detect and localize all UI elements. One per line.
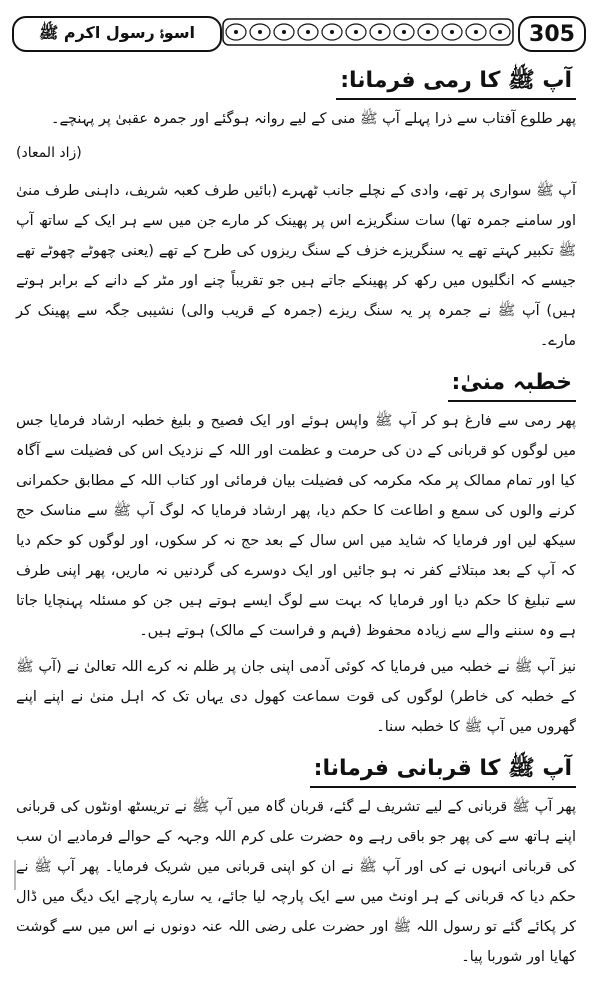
page-header — [10, 10, 588, 54]
section-heading: خطبہ منیٰ: — [448, 368, 576, 402]
page-content — [16, 60, 576, 978]
paragraph: آپ ﷺ سواری پر تھے، وادی کے نچلے جانب ٹھہرے (بائیں طرف کعبہ شریف، داہنی طرف منیٰ اور سامنے جمرہ تھا) سات سنگریزے اس پر پھینک کر مارے جن میں سے ہر ایک کے ساتھ آپ ﷺ تکبیر کہتے تھے یہ سنگریزے خزف کے سنگ ریزوں کی طرح کے تھے (یعنی چھوٹے چھوٹے تھے جیسے کہ انگلیوں میں رکھ کر پھینکے جاتے ہیں جو تقریباً چنے اور مٹر کے دانے کے برابر ہوتے ہیں) آپ ﷺ نے جمرہ پر یہ سنگ ریزے (جمرہ کے قریب والی) نشیبی جگہ سے پھینک کر مارے۔ — [16, 183, 576, 349]
page-number-box — [518, 16, 586, 52]
page-number: 305 — [529, 21, 575, 47]
paragraph: پھر رمی سے فارغ ہو کر آپ ﷺ واپس ہوئے اور ایک فصیح و بلیغ خطبہ ارشاد فرمایا جس میں لوگوں کو قربانی کے دن کی حرمت و عظمت اور اللہ کے نزدیک اس کی فضیلت سے آگاہ کیا اور تمام ممالک پر مکہ مکرمہ کی فضیلت بیان فرمائی اور کتاب اللہ کے مطابق حکمرانی کرنے والوں کی سمع و اطاعت کا حکم دیا، پھر ارشاد فرمایا کہ لوگ آپ ﷺ سے مناسک حج سیکھ لیں اور فرمایا کہ شاید میں اس سال کے بعد حج نہ کر سکوں، اور لوگوں کو حکم دیا کہ آپ کے بعد مبتلائے کفر نہ ہو جائیں اور ایک دوسرے کی گردنیں نہ ماریں، پھر اپنی طرف سے تبلیغ کا حکم دیا اور فرمایا کہ بہت سے لوگ ایسے ہوتے ہیں جن کو مسئلہ پہنچایا جاتا ہے وہ سننے والے سے زیادہ محفوظ (فہم و فراست کے مالک) ہوتے ہیں۔ — [16, 413, 576, 639]
margin-mark — [14, 860, 16, 890]
section-rami — [16, 60, 576, 104]
book-title-box — [12, 16, 222, 52]
book-title: اسوۂ رسول اکرم ﷺ — [38, 22, 196, 42]
paragraph: پھر آپ ﷺ قربانی کے لیے تشریف لے گئے، قربان گاہ میں آپ ﷺ نے تریسٹھ اونٹوں کی قربانی اپنے ہاتھ سے کی پھر جو باقی رہے وہ حضرت علی کرم اللہ وجہہ کے حوالے فرمادیے ان سب کی قربانی انہوں نے کی اور آپ ﷺ نے ان کو اپنی قربانی میں شریک فرمایا۔ پھر آپ ﷺ نے حکم دیا کہ قربانی کے ہر اونٹ میں سے ایک پارچہ لیا جائے، یہ سارے پارچے ایک دیگ میں ڈال کر پکائے گئے تو رسول اللہ ﷺ اور حضرت علی رضی اللہ عنہ دونوں نے اس میں سے گوشت کھایا اور شوربا پیا۔ — [16, 799, 576, 965]
paragraph: پھر طلوع آفتاب سے ذرا پہلے آپ ﷺ منی کے لیے روانہ ہوگئے اور جمرہ عقبیٰ پر پہنچے۔ — [51, 111, 576, 127]
decorative-border-ornament — [222, 18, 514, 46]
section-qurbani — [16, 748, 576, 792]
section-heading: آپ ﷺ کا قربانی فرمانا: — [310, 754, 576, 788]
section-khutba-mina — [16, 362, 576, 406]
source-citation: (زاد المعاد) — [16, 145, 82, 161]
paragraph: نیز آپ ﷺ نے خطبہ میں فرمایا کہ کوئی آدمی اپنی جان پر ظلم نہ کرے اللہ تعالیٰ نے (آپ ﷺ کے خطبہ کی خاطر) لوگوں کی قوت سماعت کھول دی یہاں تک کہ اہل منیٰ نے اپنے اپنے گھروں میں آپ ﷺ کا خطبہ سنا۔ — [16, 659, 576, 735]
section-heading: آپ ﷺ کا رمی فرمانا: — [336, 66, 576, 100]
